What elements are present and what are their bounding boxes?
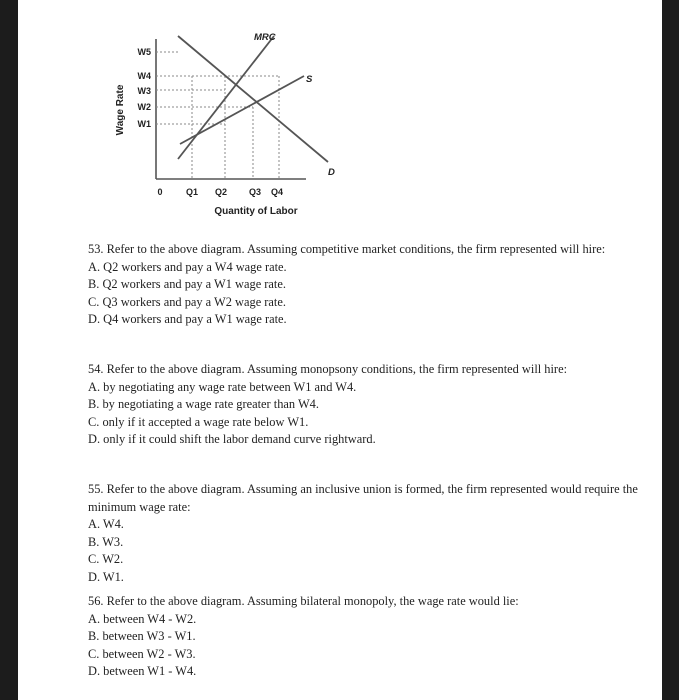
option-c: C. between W2 - W3.	[88, 646, 196, 661]
guide-lines	[156, 52, 279, 179]
question-53	[88, 241, 648, 329]
question-stem: 55. Refer to the above diagram. Assuming an inclusive union is formed, the firm represented would require the minimum wage rate:	[88, 482, 638, 514]
question-54	[88, 361, 648, 449]
option-c: C. only if it accepted a wage rate below W1.	[88, 414, 309, 429]
quantity-tick-labels	[186, 187, 283, 197]
supply-curve	[180, 76, 304, 144]
option-a: A. Q2 workers and pay a W4 wage rate.	[88, 259, 287, 274]
x-axis-title: Quantity of Labor	[214, 206, 298, 217]
question-56	[88, 593, 648, 681]
supply-label: S	[306, 74, 313, 85]
tick-q3: Q3	[248, 187, 262, 197]
option-d: D. only if it could shift the labor demand curve rightward.	[88, 432, 376, 447]
question-55	[88, 481, 648, 587]
option-b: B. between W3 - W1.	[88, 629, 196, 644]
option-b: B. by negotiating a wage rate greater than W4.	[88, 397, 319, 412]
tick-w3: W3	[137, 86, 151, 96]
tick-q1: Q1	[185, 187, 199, 197]
option-d: D. Q4 workers and pay a W1 wage rate.	[88, 312, 287, 327]
option-b: B. W3.	[88, 534, 124, 549]
option-b: B. Q2 workers and pay a W1 wage rate.	[88, 277, 286, 292]
y-axis-title: Wage Rate	[115, 84, 126, 136]
option-a: A. by negotiating any wage rate between W1 and W4.	[88, 379, 357, 394]
option-a: A. between W4 - W2.	[88, 611, 197, 626]
option-d: D. W1.	[88, 569, 124, 584]
origin-label: 0	[157, 187, 163, 197]
diagram-svg	[106, 14, 346, 224]
wage-tick-labels	[138, 47, 152, 129]
option-d: D. between W1 - W4.	[88, 664, 197, 679]
demand-label: D	[328, 167, 335, 178]
tick-w5: W5	[137, 47, 151, 57]
tick-q4: Q4	[270, 187, 284, 197]
tick-w4: W4	[137, 71, 151, 81]
labor-market-diagram	[106, 14, 346, 224]
question-stem: 54. Refer to the above diagram. Assuming monopsony conditions, the firm represented will hire:	[88, 362, 568, 376]
mrc-label: MRC	[254, 32, 276, 43]
question-stem: 53. Refer to the above diagram. Assuming competitive market conditions, the firm represented will hire:	[88, 242, 606, 256]
question-stem: 56. Refer to the above diagram. Assuming bilateral monopoly, the wage rate would lie:	[88, 594, 519, 608]
tick-w1: W1	[137, 119, 151, 129]
tick-w2: W2	[137, 102, 151, 112]
option-c: C. W2.	[88, 552, 124, 567]
tick-q2: Q2	[214, 187, 228, 197]
option-c: C. Q3 workers and pay a W2 wage rate.	[88, 294, 286, 309]
option-a: A. W4.	[88, 517, 124, 532]
document-page	[18, 0, 662, 700]
